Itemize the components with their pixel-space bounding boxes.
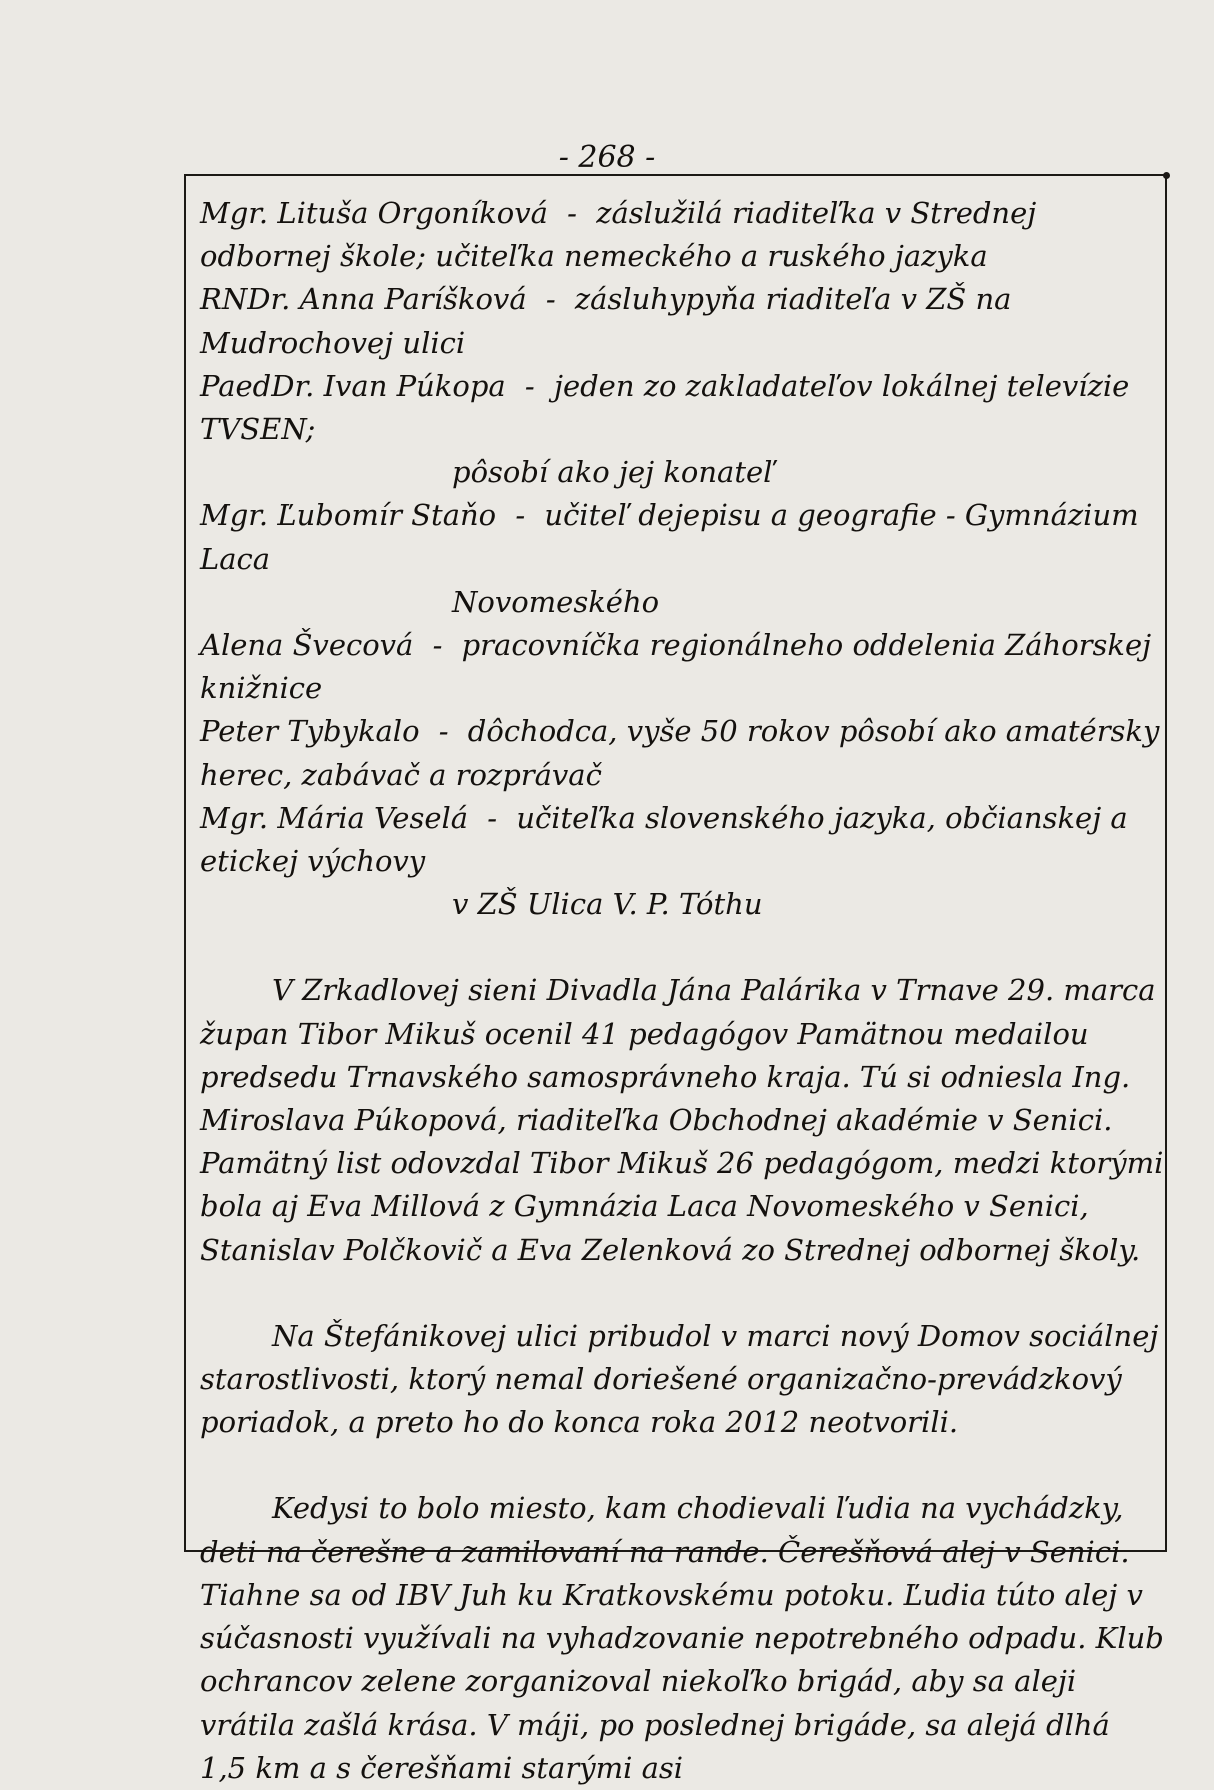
list-item: PaedDr. Ivan Púkopa - jeden zo zakladateľov lokálnej televízie TVSEN; pôsobí ako jej konateľ: [200, 365, 1165, 495]
page-number: - 268 -: [558, 140, 656, 175]
handwritten-text: [200, 192, 1165, 1790]
entry-text-continued: Novomeského: [452, 584, 660, 619]
entry-text: zásluhypyňa riaditeľa v ZŠ na Mudrochovej ulici: [200, 282, 1012, 360]
entry-name: Mgr. Mária Veselá: [200, 800, 469, 835]
paragraph: V Zrkadlovej sieni Divadla Jána Palárika v Trnave 29. marca župan Tibor Mikuš ocenil 41 pedagógov Pamätnou medailou predsedu Trnavského samosprávneho kraja. Tú si odniesla Ing. Miroslava Púkopová, riaditeľka Obchodnej akadémie v Senici. Pamätný list odovzdal Tibor Mikuš 26 pedagógom, medzi ktorými bola aj Eva Millová z Gymnázia Laca Novomeského v Senici, Stanislav Polčkovič a Eva Zelenková zo Strednej odbornej školy.: [200, 973, 1164, 1267]
entry-name: PaedDr. Ivan Púkopa: [200, 368, 506, 403]
entry-text-continued: v ZŠ Ulica V. P. Tóthu: [452, 887, 763, 922]
entry-text: záslužilá riaditeľka v Strednej odbornej škole; učiteľka nemeckého a ruského jazyka: [200, 196, 1037, 274]
list-item: RNDr. Anna Paríšková - zásluhypyňa riaditeľa v ZŠ na Mudrochovej ulici: [200, 282, 1012, 360]
list-item: Mgr. Mária Veselá - učiteľka slovenského jazyka, občianskej a etickej výchovy v ZŠ Ulica V. P. Tóthu: [200, 797, 1165, 927]
entry-name: Peter Tybykalo: [200, 714, 420, 749]
paragraph: Na Štefánikovej ulici pribudol v marci nový Domov sociálnej starostlivosti, ktorý nemal doriešené organizačno-prevádzkový poriadok, a preto ho do konca roka 2012 neotvorili.: [200, 1318, 1159, 1440]
entry-text: jeden zo zakladateľov lokálnej televízie TVSEN;: [200, 368, 1130, 447]
entry-text: dôchodca, vyše 50 rokov pôsobí ako amatérsky herec, zabávač a rozprávač: [200, 714, 1160, 792]
list-item: Peter Tybykalo - dôchodca, vyše 50 rokov pôsobí ako amatérsky herec, zabávač a rozprávač: [200, 714, 1160, 792]
entry-name: Alena Švecová: [200, 628, 414, 663]
list-item: Mgr. Ľubomír Staňo - učiteľ dejepisu a geografie - Gymnázium Laca Novomeského: [200, 494, 1165, 624]
entry-name: Mgr. Lituša Orgoníková: [200, 196, 548, 230]
frame-corner-mark: [1163, 172, 1170, 179]
entry-name: Mgr. Ľubomír Staňo: [200, 498, 497, 533]
entry-text: učiteľ dejepisu a geografie - Gymnázium Laca: [200, 498, 1139, 576]
entry-text-continued: pôsobí ako jej konateľ: [452, 455, 775, 490]
entry-name: RNDr. Anna Paríšková: [200, 282, 527, 317]
entry-text: pracovníčka regionálneho oddelenia Záhorskej knižnice: [200, 628, 1152, 706]
list-item: Mgr. Lituša Orgoníková - záslužilá riaditeľka v Strednej odbornej škole; učiteľka nemeckého a ruského jazyka: [200, 196, 1037, 274]
paragraph: Kedysi to bolo miesto, kam chodievali ľudia na vychádzky, deti na čerešne a zamilovaní na rande. Čerešňová alej v Senici. Tiahne sa od IBV Juh ku Kratkovskému potoku. Ľudia túto alej v súčasnosti využívali na vyhadzovanie nepotrebného odpadu. Klub ochrancov zelene zorganizoval niekoľko brigád, aby sa aleji vrátila zašlá krása. V máji, po poslednej brigáde, sa alejá dlhá 1,5 km a s čerešňami starými asi: [200, 1491, 1164, 1785]
entry-text: učiteľka slovenského jazyka, občianskej a etickej výchovy: [200, 800, 1128, 879]
list-item: Alena Švecová - pracovníčka regionálneho oddelenia Záhorskej knižnice: [200, 628, 1152, 706]
